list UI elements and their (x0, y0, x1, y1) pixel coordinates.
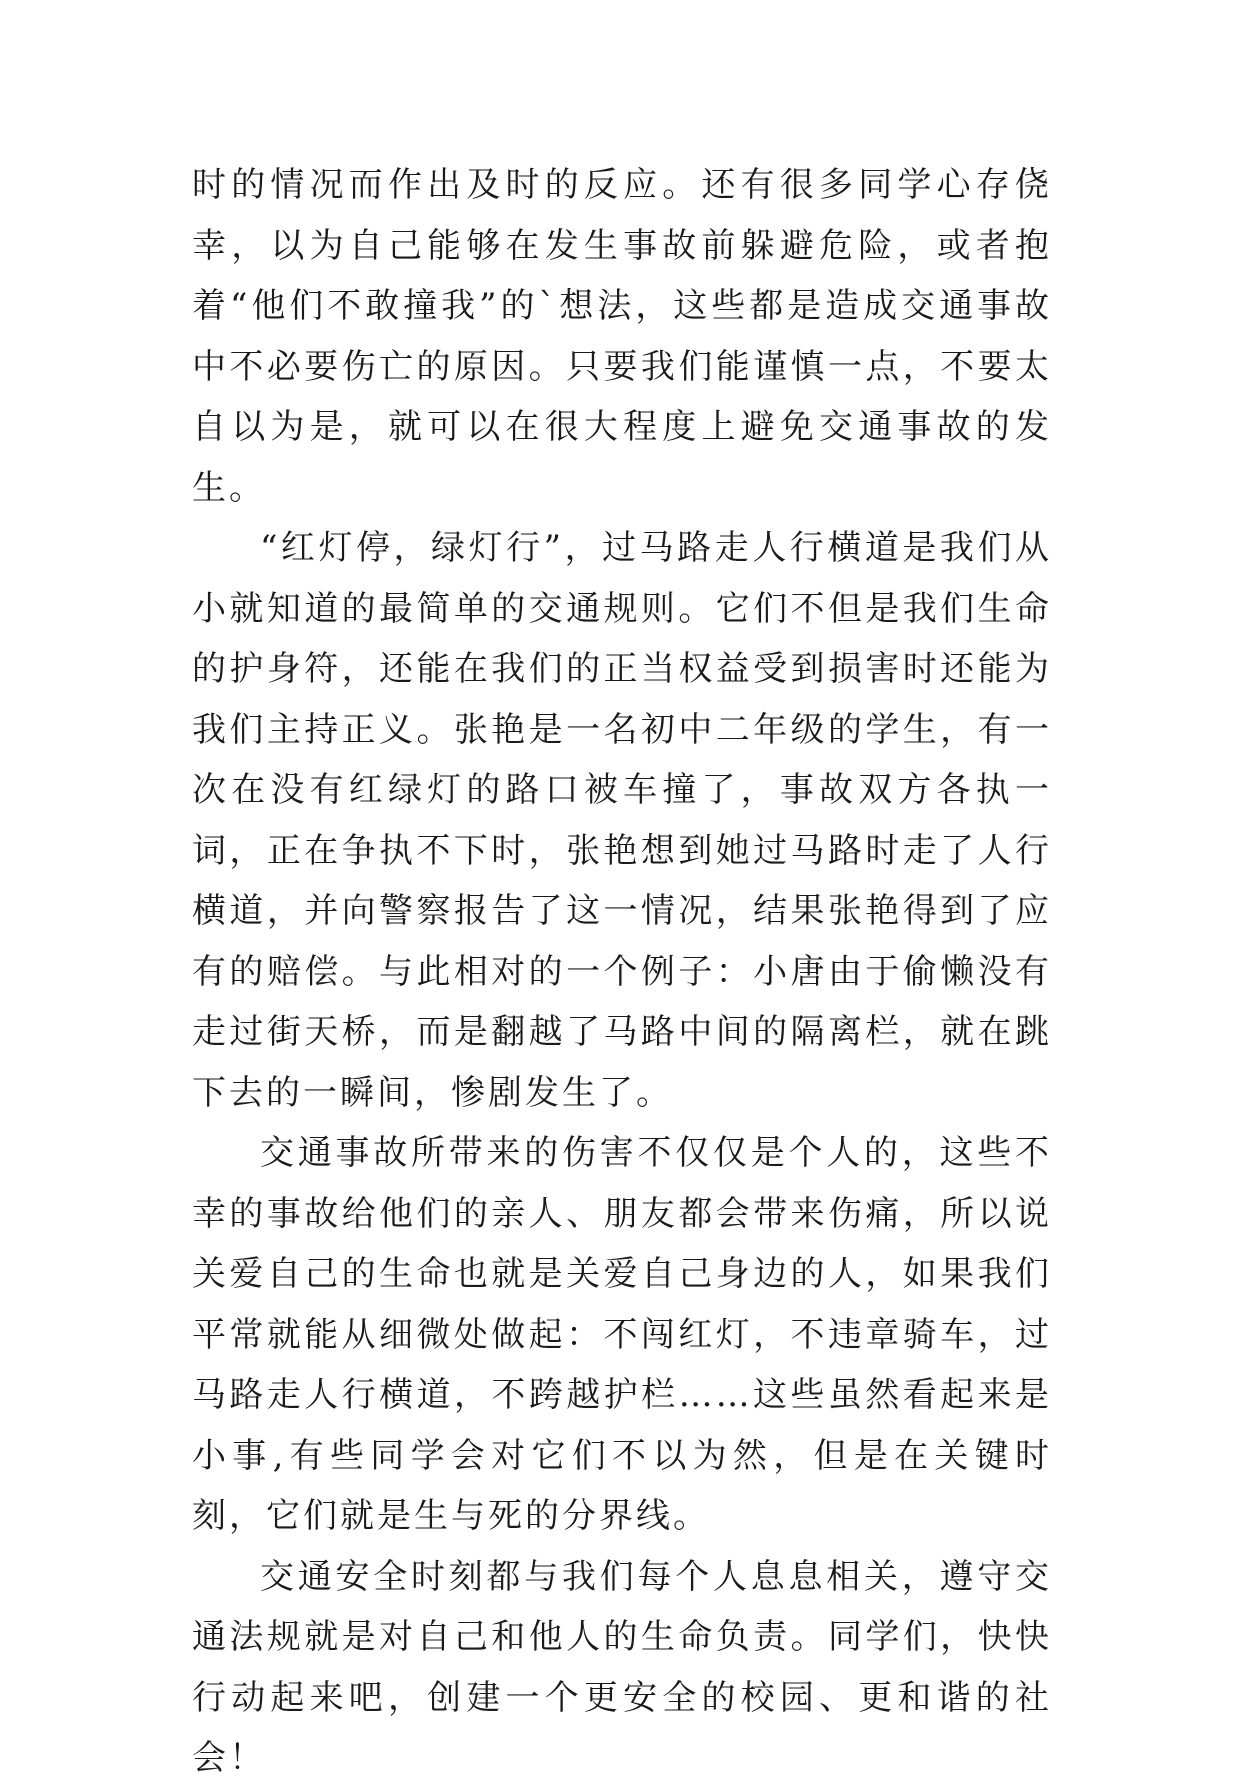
paragraph-conclusion: 交通安全时刻都与我们每个人息息相关，遵守交通法规就是对自己和他人的生命负责。同学们，快快行动起来吧，创建一个更安全的校园、更和谐的社会！ (192, 1556, 1052, 1778)
paragraph-traffic-rules: “红灯停，绿灯行”，过马路走人行横道是我们从小就知道的最简单的交通规则。它们不但是我们生命的护身符，还能在我们的正当权益受到损害时还能为我们主持正义。张艳是一名初中二年级的学生，有一次在没有红绿灯的路口被车撞了，事故双方各执一词，正在争执不下时，张艳想到她过马路时走了人行横道，并向警察报告了这一情况，结果张艳得到了应有的赔偿。与此相对的一个例子：小唐由于偷懒没有走过街天桥，而是翻越了马路中间的隔离栏，就在跳下去的一瞬间，惨剧发生了。 (192, 528, 1052, 1113)
document-body (192, 155, 1052, 1789)
paragraph-continued: 时的情况而作出及时的反应。还有很多同学心存侥幸，以为自己能够在发生事故前躲避危险，或者抱着“他们不敢撞我”的`想法，这些都是造成交通事故中不必要伤亡的原因。只要我们能谨慎一点，不要太自以为是，就可以在很大程度上避免交通事故的发生。 (192, 165, 1052, 508)
paragraph-harm: 交通事故所带来的伤害不仅仅是个人的，这些不幸的事故给他们的亲人、朋友都会带来伤痛，所以说关爱自己的生命也就是关爱自己身边的人，如果我们平常就能从细微处做起：不闯红灯，不违章骑车，过马路走人行横道，不跨越护栏……这些虽然看起来是小事,有些同学会对它们不以为然，但是在关键时刻，它们就是生与死的分界线。 (192, 1133, 1052, 1536)
